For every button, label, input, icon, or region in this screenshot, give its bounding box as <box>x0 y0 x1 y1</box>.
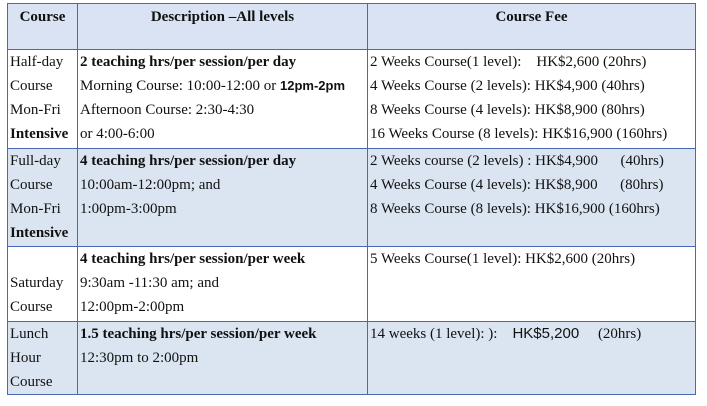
fee-line: 2 Weeks Course(1 level): HK$2,600 (20hrs) <box>370 54 647 71</box>
course-line: Course <box>10 298 53 315</box>
course-line: Half-day <box>10 54 64 71</box>
course-cell <box>8 149 78 246</box>
description-cell <box>78 246 368 321</box>
fee-line: 4 Weeks Course (2 levels): HK$4,900 (40hrs) <box>370 78 645 95</box>
description-line: 12:00pm-2:00pm <box>80 298 185 315</box>
header-course: Course <box>8 4 78 50</box>
fee-line: 4 Weeks Course (4 levels): HK$8,900 (80hrs) <box>370 177 664 194</box>
table-row <box>8 246 696 321</box>
fee-line: 5 Weeks Course(1 level): HK$2,600 (20hrs) <box>370 250 636 267</box>
fee-text: (20hrs) <box>579 325 642 342</box>
description-title: 4 teaching hrs/per session/per day <box>80 153 297 170</box>
course-cell <box>8 50 78 149</box>
description-line <box>80 74 365 98</box>
description-text: 12pm-2pm <box>280 78 346 94</box>
fee-cell <box>368 321 696 394</box>
fee-amount: HK$5,200 <box>512 324 580 342</box>
description-line: or 4:00-6:00 <box>80 126 155 143</box>
fee-cell <box>368 50 696 149</box>
fee-cell <box>368 246 696 321</box>
fee-line: 16 Weeks Course (8 levels): HK$16,900 (160hrs) <box>370 126 668 143</box>
table-row <box>8 149 696 246</box>
table-row <box>8 50 696 149</box>
description-line: 10:00am-12:00pm; and <box>80 177 221 194</box>
description-line: 12:30pm to 2:00pm <box>80 349 199 366</box>
course-cell <box>8 321 78 394</box>
header-row <box>8 4 696 50</box>
description-cell <box>78 321 368 394</box>
fee-cell <box>368 149 696 246</box>
course-line: Hour <box>10 349 41 366</box>
description-text: Morning Course: 10:00-12:00 or <box>80 78 280 95</box>
course-cell <box>8 246 78 321</box>
description-title: 2 teaching hrs/per session/per day <box>80 54 297 71</box>
description-line: 9:30am -11:30 am; and <box>80 274 219 291</box>
course-line: Course <box>10 177 53 194</box>
course-line: Saturday <box>10 274 64 291</box>
table-row <box>8 321 696 394</box>
course-line: Course <box>10 373 53 390</box>
fee-line: 8 Weeks Course (8 levels): HK$16,900 (160hrs) <box>370 201 660 218</box>
course-line: Lunch <box>10 325 49 342</box>
description-cell <box>78 149 368 246</box>
course-line: Mon-Fri <box>10 201 61 218</box>
description-line: Afternoon Course: 2:30-4:30 <box>80 102 255 119</box>
description-cell <box>78 50 368 149</box>
fee-line <box>370 322 693 346</box>
description-title: 1.5 teaching hrs/per session/per week <box>80 325 317 342</box>
course-line: Mon-Fri <box>10 102 61 119</box>
fee-text: 14 weeks (1 level): ): <box>370 325 513 342</box>
header-description: Description –All levels <box>78 4 368 50</box>
course-line: Full-day <box>10 153 61 170</box>
course-line: Intensive <box>10 126 69 143</box>
fee-line: 8 Weeks Course (4 levels): HK$8,900 (80hrs) <box>370 102 645 119</box>
course-line: Intensive <box>10 225 69 242</box>
description-line: 1:00pm-3:00pm <box>80 201 177 218</box>
header-fee: Course Fee <box>368 4 696 50</box>
course-fee-table <box>7 3 696 395</box>
course-line: Course <box>10 78 53 95</box>
fee-line: 2 Weeks course (2 levels) : HK$4,900 (40hrs) <box>370 153 664 170</box>
description-title: 4 teaching hrs/per session/per week <box>80 250 306 267</box>
